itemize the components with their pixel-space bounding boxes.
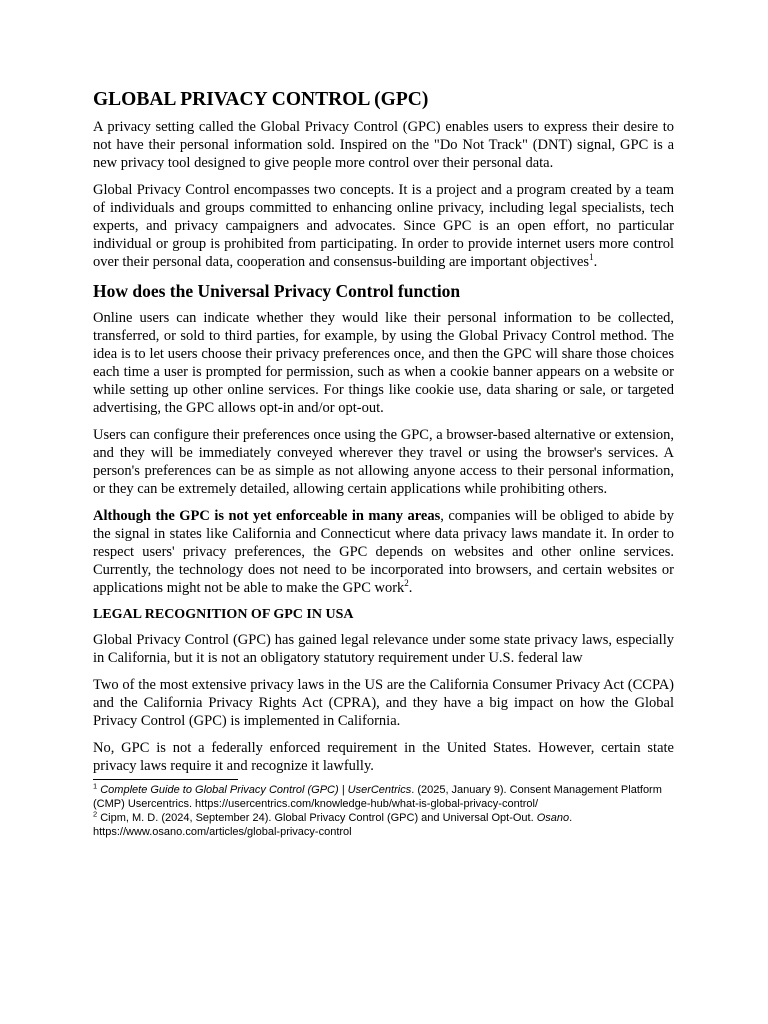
footnote-ref-1[interactable]: 1 bbox=[589, 252, 594, 263]
intro-paragraph: A privacy setting called the Global Privacy Control (GPC) enables users to express their desire to not have their personal information sold. Inspired on the "Do Not Track" (DNT) signal, GPC is a new privacy tool designed to give people more control over their personal data. bbox=[93, 119, 674, 171]
footnote-separator bbox=[93, 779, 238, 780]
legal-paragraph-3: No, GPC is not a federally enforced requirement in the United States. However, certain state privacy laws require it and recognize it lawfully. bbox=[93, 740, 674, 774]
footnote-ref-2[interactable]: 2 bbox=[404, 578, 409, 589]
footnote-2-number: 2 bbox=[93, 809, 98, 819]
document-title: GLOBAL PRIVACY CONTROL (GPC) bbox=[93, 89, 429, 110]
footnote-2-citation-start: Cipm, M. D. (2024, September 24). Global Privacy Control (GPC) and Universal Opt-Out. bbox=[100, 812, 537, 824]
legal-paragraph-2: Two of the most extensive privacy laws in the US are the California Consumer Privacy Act (CCPA) and the California Privacy Rights Act (CPRA), and they have a big impact on how the Global Privacy Control (GPC) is implemented in California. bbox=[93, 677, 674, 729]
footnote-1-source-title: Complete Guide to Global Privacy Control (GPC) | UserCentrics bbox=[100, 784, 412, 796]
concepts-paragraph-end: . bbox=[593, 254, 598, 270]
section-heading-function: How does the Universal Privacy Control function bbox=[93, 281, 461, 301]
function-paragraph-3-end: . bbox=[408, 580, 413, 596]
footnote-1 bbox=[93, 783, 674, 811]
concepts-paragraph bbox=[93, 181, 674, 271]
footnote-1-citation[interactable]: . (2025, January 9). Consent Management Platform (CMP) Usercentrics. https://usercentrics.com/knowledge-hub/what-is-global-privacy-control/ bbox=[93, 784, 662, 810]
footnote-2-source-title: Osano bbox=[536, 812, 570, 824]
function-paragraph-3 bbox=[93, 507, 674, 597]
document-page bbox=[93, 88, 674, 839]
enforceability-emphasis: Although the GPC is not yet enforceable in many areas bbox=[93, 508, 441, 524]
footnote-1-number: 1 bbox=[93, 781, 98, 791]
section-heading-legal: LEGAL RECOGNITION OF GPC IN USA bbox=[93, 607, 354, 622]
legal-paragraph-1: Global Privacy Control (GPC) has gained legal relevance under some state privacy laws, especially in California, but it is not an obligatory statutory requirement under U.S. federal law bbox=[93, 632, 674, 666]
concepts-paragraph-text: Global Privacy Control encompasses two concepts. It is a project and a program created by a team of individuals and groups committed to enhancing online privacy, including legal specialists, tech experts, and privacy campaigners and advocates. Since GPC is an open effort, no particular individual or group is prohibited from participating. In order to provide internet users more control over their personal data, cooperation and consensus-building are important objectives bbox=[93, 182, 674, 270]
function-paragraph-1: Online users can indicate whether they would like their personal information to be collected, transferred, or sold to third parties, for example, by using the Global Privacy Control method. The idea is to let users choose their privacy preferences once, and then the GPC will share those choices each time a user is prompted for permission, such as when a cookie banner appears on a website or while setting up other online services. For things like cookie use, data sharing or sale, or targeted advertising, the GPC allows opt-in and/or opt-out. bbox=[93, 310, 674, 416]
footnote-2 bbox=[93, 811, 674, 839]
footnote-2-citation-url[interactable]: . https://www.osano.com/articles/global-privacy-control bbox=[93, 812, 573, 838]
function-paragraph-3-text: , companies will be obliged to abide by the signal in states like California and Connecticut where data privacy laws mandate it. In order to respect users' privacy preferences, the GPC depends on websites and other online services. Currently, the technology does not need to be incorporated into browsers, and certain websites or applications might not be able to make the GPC work bbox=[93, 508, 674, 596]
function-paragraph-2: Users can configure their preferences once using the GPC, a browser-based alternative or extension, and they will be immediately conveyed wherever they travel or using the browser's services. A person's preferences can be as simple as not allowing anyone access to their personal information, or they can be extremely detailed, allowing certain applications while prohibiting others. bbox=[93, 427, 674, 497]
